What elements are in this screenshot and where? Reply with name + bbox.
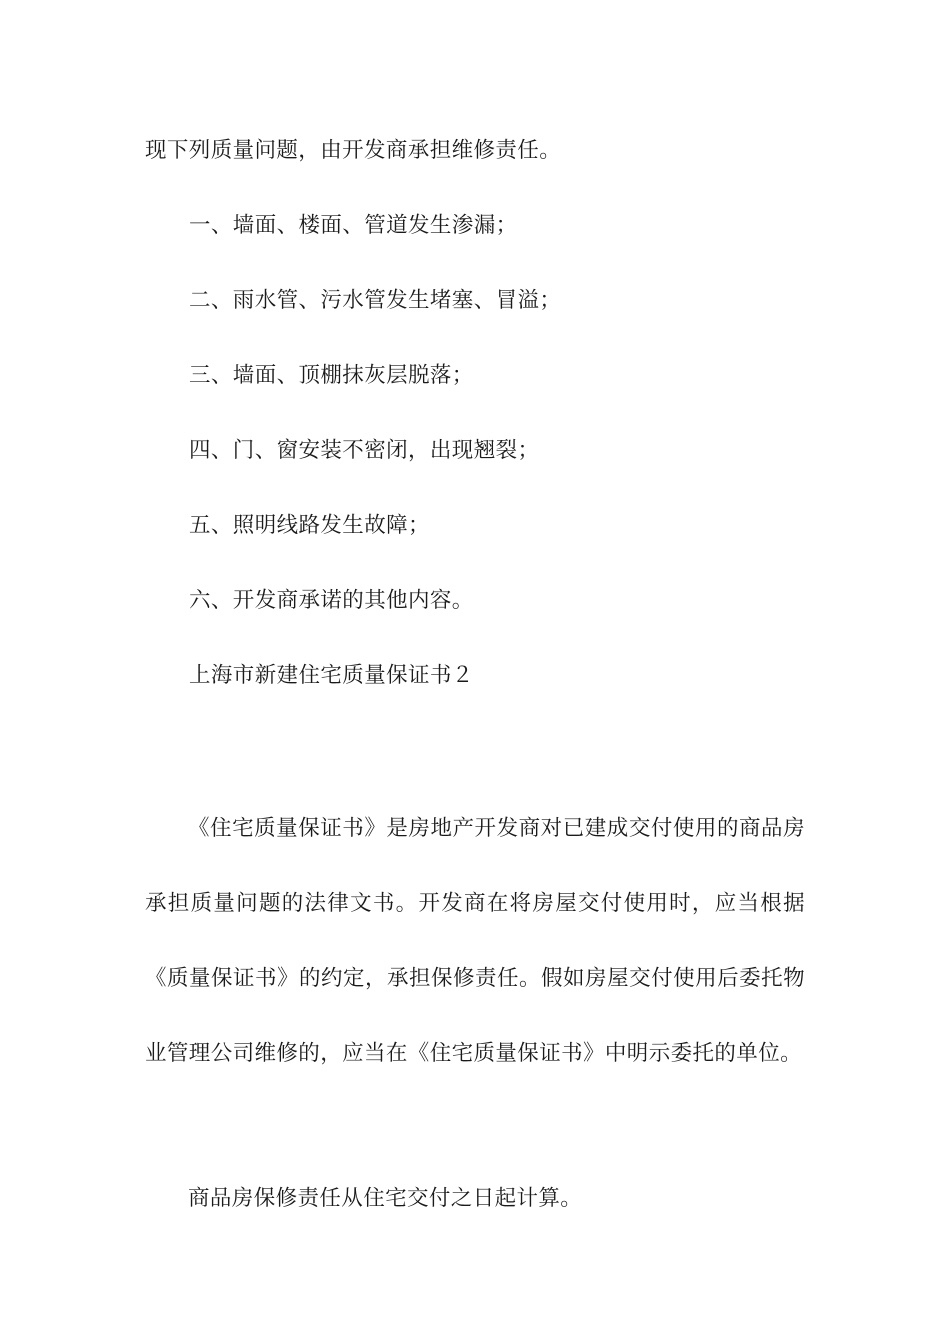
list-item: 一、墙面、楼面、管道发生渗漏；: [189, 213, 518, 238]
list-item: 六、开发商承诺的其他内容。: [189, 588, 474, 613]
list-item: 五、照明线路发生故障；: [189, 513, 430, 538]
section-title: 上海市新建住宅质量保证书２: [189, 663, 474, 688]
list-item: 二、雨水管、污水管发生堵塞、冒溢；: [189, 288, 562, 313]
paragraph: 《住宅质量保证书》是房地产开发商对已建成交付使用的商品房承担质量问题的法律文书。开发商在将房屋交付使用时，应当根据《质量保证书》的约定，承担保修责任。假如房屋交付使用后委托物业管理公司维修的，应当在《住宅质量保证书》中明示委托的单位。: [145, 816, 805, 1066]
continuation-line: 现下列质量问题，由开发商承担维修责任。: [145, 138, 562, 163]
list-item: 四、门、窗安装不密闭，出现翘裂；: [189, 438, 540, 463]
paragraph: 商品房保修责任从住宅交付之日起计算。: [188, 1186, 583, 1211]
list-item: 三、墙面、顶棚抹灰层脱落；: [189, 363, 474, 388]
